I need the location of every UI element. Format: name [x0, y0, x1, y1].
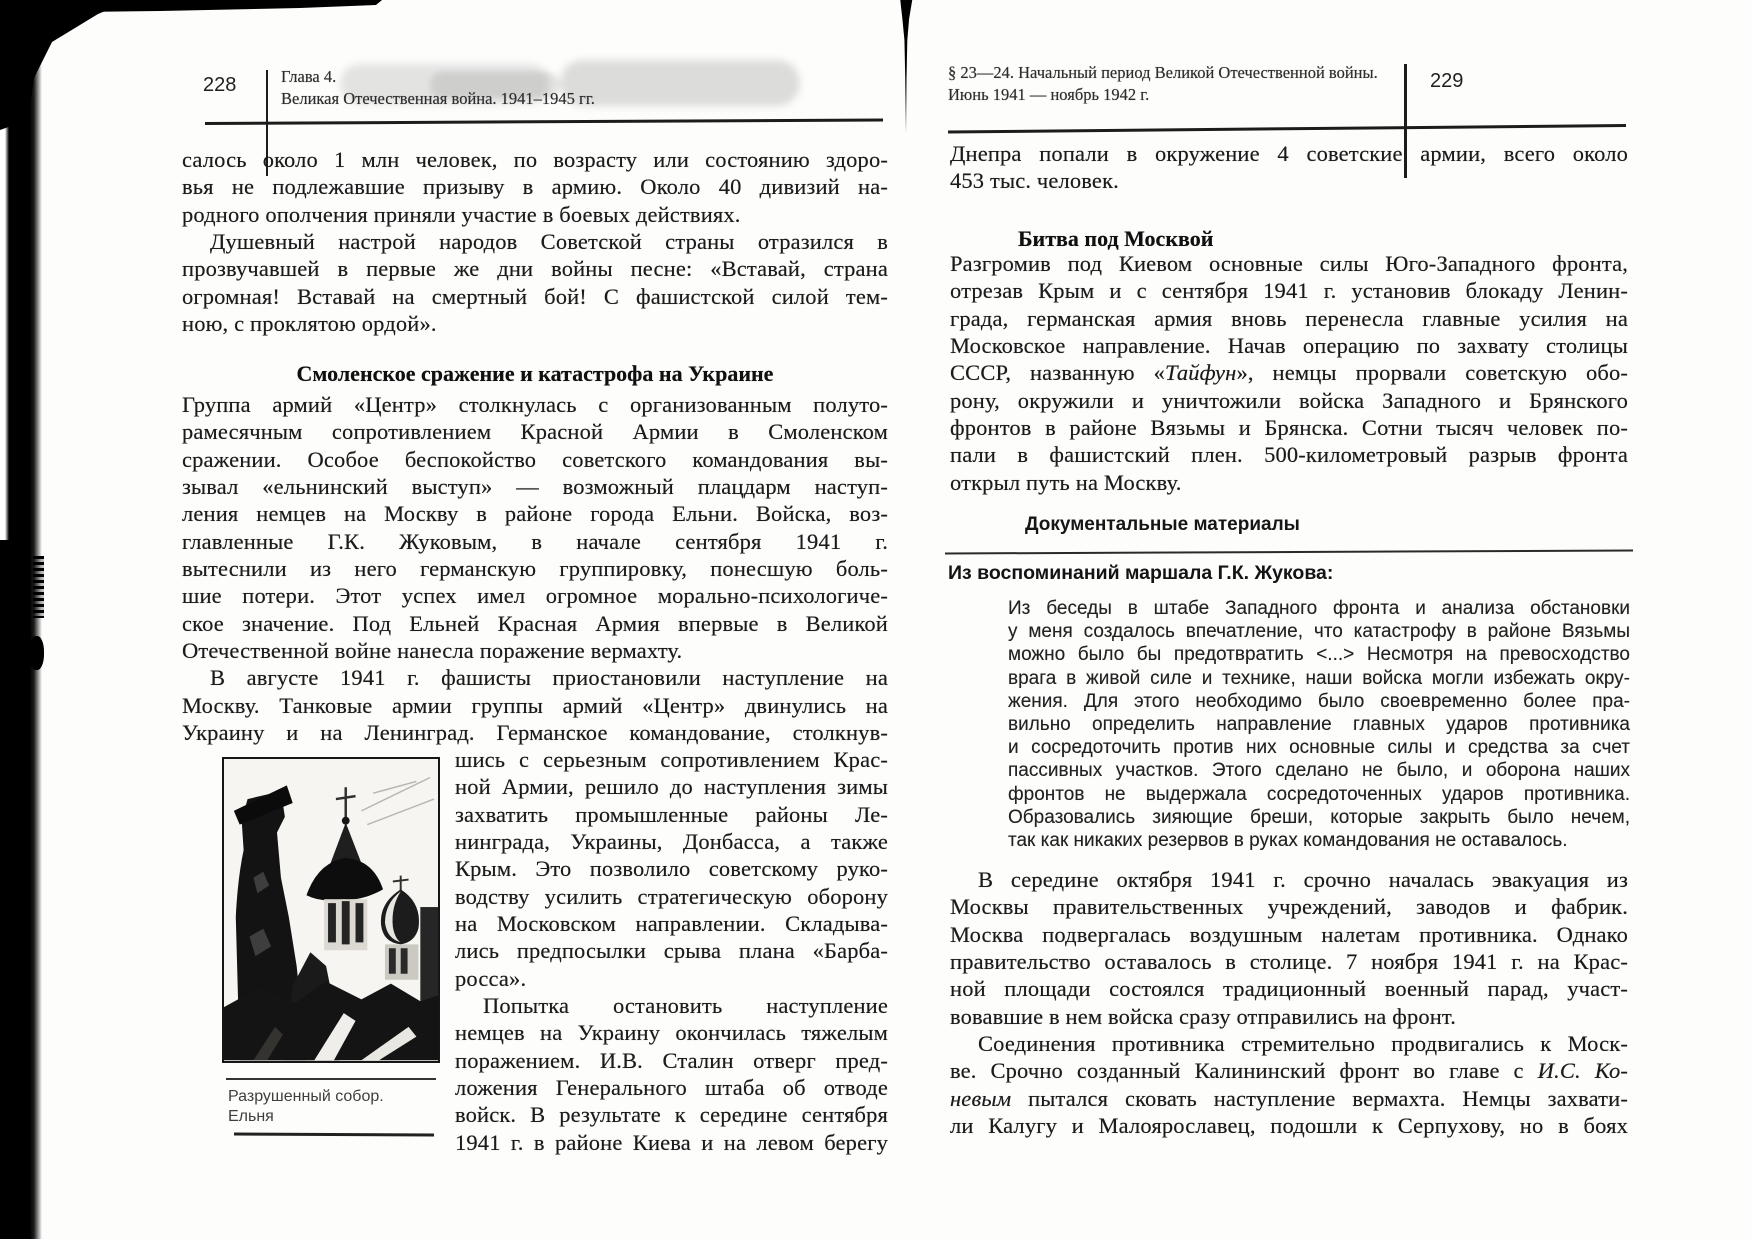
running-header-left — [281, 66, 841, 110]
text-line: Разгромив под Киевом основные силы Юго-Западного фронта, — [950, 251, 1628, 276]
text-line: огромная! Вставай на смертный бой! С фашистской силой тем- — [182, 283, 888, 309]
text-line: пали в фашистский плен. 500-километровый разрыв фронта — [950, 442, 1628, 468]
text-line: Москвы правительственных учреждений, заводов и фабрик. — [950, 894, 1628, 920]
text-line: и сосредоточить против них основные силы и средства за счет — [1008, 737, 1630, 759]
text-line: ной площади состоялся традиционный военный парад, участ- — [950, 976, 1628, 1002]
paragraph-block-intro-right — [950, 140, 1628, 195]
paragraph-block-intro-left — [182, 146, 888, 337]
text-line: ское значение. Под Ельней Красная Армия впервые в Великой — [182, 610, 888, 636]
scan-top-shadow — [0, 0, 382, 14]
text-line: зывал «ельнинский выступ» — возможный плацдарм наступ- — [182, 474, 888, 500]
text-line: захватить промышленные районы Ле- — [455, 801, 888, 827]
text-line: врага в живой силе и технике, наши войска могли избежать окру- — [1008, 667, 1630, 689]
text-line: у меня создалось впечатление, что катастрофу в районе Вязьмы — [1008, 621, 1630, 643]
text-line: можно было бы предотвратить <...> Несмотря на превосходство — [1008, 644, 1630, 666]
text-line: 453 тыс. человек. — [950, 168, 1119, 194]
text-line: Крым. Это позволило советскому руко- — [455, 856, 888, 882]
text-line: шись с серьезным сопротивлением Крас- — [455, 747, 888, 772]
text-line: поражением. И.В. Сталин отверг пред- — [455, 1047, 888, 1073]
text-line: вья не подлежавшие призыву в армию. Около 40 дивизий на- — [182, 174, 888, 200]
text-line: фронтов не выдержала сосредоточенных ударов противника. — [1008, 783, 1630, 805]
text-line: Соединения противника стремительно продвигались к Моск- — [978, 1031, 1628, 1057]
photo-ruined-cathedral — [222, 757, 440, 1063]
text-line: 1941 г. в районе Киева и на левом берегу — [455, 1129, 888, 1155]
text-line: ною, с проклятою ордой». — [182, 311, 437, 337]
text-line: фронтов в районе Вязьмы и Брянска. Сотни тысяч человек по- — [950, 415, 1628, 441]
quote-source-label: Из воспоминаний маршала Г.К. Жукова: — [948, 562, 1334, 584]
text-line: Днепра попали в окружение 4 советские армии, всего около — [950, 141, 1628, 166]
ruined-cathedral-illustration — [224, 759, 438, 1061]
text-line: Группа армий «Центр» столкнулась с организованным полуто- — [182, 392, 888, 417]
text-line: Отечественной войне нанесла поражение вермахту. — [182, 638, 683, 664]
text-line: росса». — [455, 965, 527, 991]
running-header-right — [948, 62, 1408, 106]
caption-rule-bottom — [234, 1132, 434, 1136]
running-header-line: § 23—24. Начальный период Великой Отечественной войны. — [948, 63, 1378, 82]
header-rule-left — [205, 118, 883, 124]
text-line: ной Армии, решило до наступления зимы — [455, 774, 888, 800]
section-heading-moscow: Битва под Москвой — [1018, 226, 1214, 251]
text-line: жения. Для этого необходимо было своевременно более пра- — [1008, 690, 1630, 712]
text-line: пассивных участков. Этого сделано не было, и оборона наших — [1008, 760, 1630, 782]
text-line: рону, окружили и уничтожили войска Западного и Брянского — [950, 387, 1628, 413]
text-line: вытеснили из него германскую группировку, понесшую боль- — [182, 556, 888, 582]
text-line: шие потери. Этот успех имел огромное морально-психологиче- — [182, 583, 888, 609]
photo-caption-line: Ельня — [228, 1108, 274, 1125]
text-line: так как никаких резервов в руках командования не оставалось. — [1008, 830, 1568, 852]
text-line: вильно определить направление главных ударов противника — [1008, 714, 1630, 736]
photo-caption-line: Разрушенный собор. — [228, 1088, 384, 1105]
scan-gutter-mark — [893, 0, 919, 134]
text-line: родного ополчения приняли участие в боевых действиях. — [182, 201, 741, 227]
paragraph-block-smolensk — [182, 391, 888, 746]
section-heading-smolensk: Смоленское сражение и катастрофа на Украине — [296, 361, 774, 386]
text-line: ления немцев на Москву в районе города Ельни. Войска, воз- — [182, 501, 888, 527]
text-line: Попытка остановить наступление — [483, 993, 888, 1019]
text-line: немцев на Украину окончилась тяжелым — [455, 1020, 888, 1046]
text-line: на Московском направлении. Складыва- — [455, 911, 888, 937]
page-number-right: 229 — [1430, 70, 1464, 92]
text-line: В середине октября 1941 г. срочно началась эвакуация из — [978, 867, 1628, 892]
text-line: ве. Срочно созданный Калининский фронт во главе с И.С. Ко- — [950, 1058, 1628, 1084]
paragraph-block-wrap — [455, 746, 888, 1156]
running-header-line: Июнь 1941 — ноябрь 1942 г. — [948, 85, 1150, 104]
text-line: СССР, названную «Тайфун», немцы прорвали советскую обо- — [950, 360, 1628, 386]
running-header-line: Глава 4. — [281, 67, 337, 86]
text-line: прозвучавшей в первые же дни войны песне: «Вставай, страна — [182, 256, 888, 282]
text-line: салось около 1 млн человек, по возрасту или состоянию здоро- — [182, 147, 888, 172]
text-line: ли Калугу и Малоярославец, подошли к Серпухову, но в боях — [950, 1113, 1628, 1139]
scan-corner-shadow — [0, 0, 140, 140]
text-line: Из беседы в штабе Западного фронта и анализа обстановки — [1008, 598, 1630, 619]
header-rule-right — [948, 124, 1626, 133]
caption-rule-top — [226, 1078, 436, 1080]
text-line: вовавшие в нем войска сразу отправились на фронт. — [950, 1003, 1456, 1029]
text-line: войск. В результате к середине сентября — [455, 1102, 888, 1128]
running-header-line: Великая Отечественная война. 1941–1945 гг. — [281, 89, 595, 108]
text-line: водству усилить стратегическую оборону — [455, 883, 888, 909]
paragraph-block-closing — [950, 866, 1628, 1139]
documents-section-rule — [945, 549, 1633, 554]
text-line: открыл путь на Москву. — [950, 469, 1182, 495]
text-line: Украину и на Ленинград. Германское командование, столкнув- — [182, 720, 888, 746]
text-line: нинграда, Украины, Донбасса, а также — [455, 829, 888, 855]
scan-edge-noise — [33, 556, 44, 618]
text-line: Москву. Танковые армии группы армий «Центр» двинулись на — [182, 692, 888, 718]
text-line: рамесячным сопротивлением Красной Армии в Смоленском — [182, 419, 888, 445]
text-line: главленные Г.К. Жуковым, в начале сентября 1941 г. — [182, 528, 888, 554]
text-line: ложения Генерального штаба об отводе — [455, 1075, 888, 1101]
text-line: невым пытался сковать наступление вермахта. Немцы захвати- — [950, 1085, 1628, 1111]
text-line: В августе 1941 г. фашисты приостановили наступление на — [210, 665, 888, 691]
text-line: Душевный настрой народов Советской страны отразился в — [210, 229, 888, 255]
text-line: лись предпосылки срыва плана «Барба- — [455, 938, 888, 964]
zhukov-quote-block — [1008, 597, 1630, 852]
documents-section-heading: Документальные материалы — [1025, 514, 1300, 535]
photo-caption — [228, 1087, 438, 1127]
page-number-left: 228 — [203, 74, 237, 96]
text-line: Московское направление. Начав операцию по захвату столицы — [950, 333, 1628, 359]
text-line: правительство оставалось в столице. 7 ноября 1941 г. на Крас- — [950, 949, 1628, 975]
text-line: отрезав Крым и с сентября 1941 г. установив блокаду Ленин- — [950, 278, 1628, 304]
text-line: града, германская армия вновь перенесла главные усилия на — [950, 305, 1628, 331]
text-line: Образовались зияющие бреши, которые закрыть было нечем, — [1008, 806, 1630, 828]
scan-edge-blot — [29, 636, 44, 670]
paragraph-block-moscow — [950, 250, 1628, 496]
text-line: Москва подвергалась воздушным налетам противника. Однако — [950, 921, 1628, 947]
text-line: сражении. Особое беспокойство советского командования вы- — [182, 446, 888, 472]
